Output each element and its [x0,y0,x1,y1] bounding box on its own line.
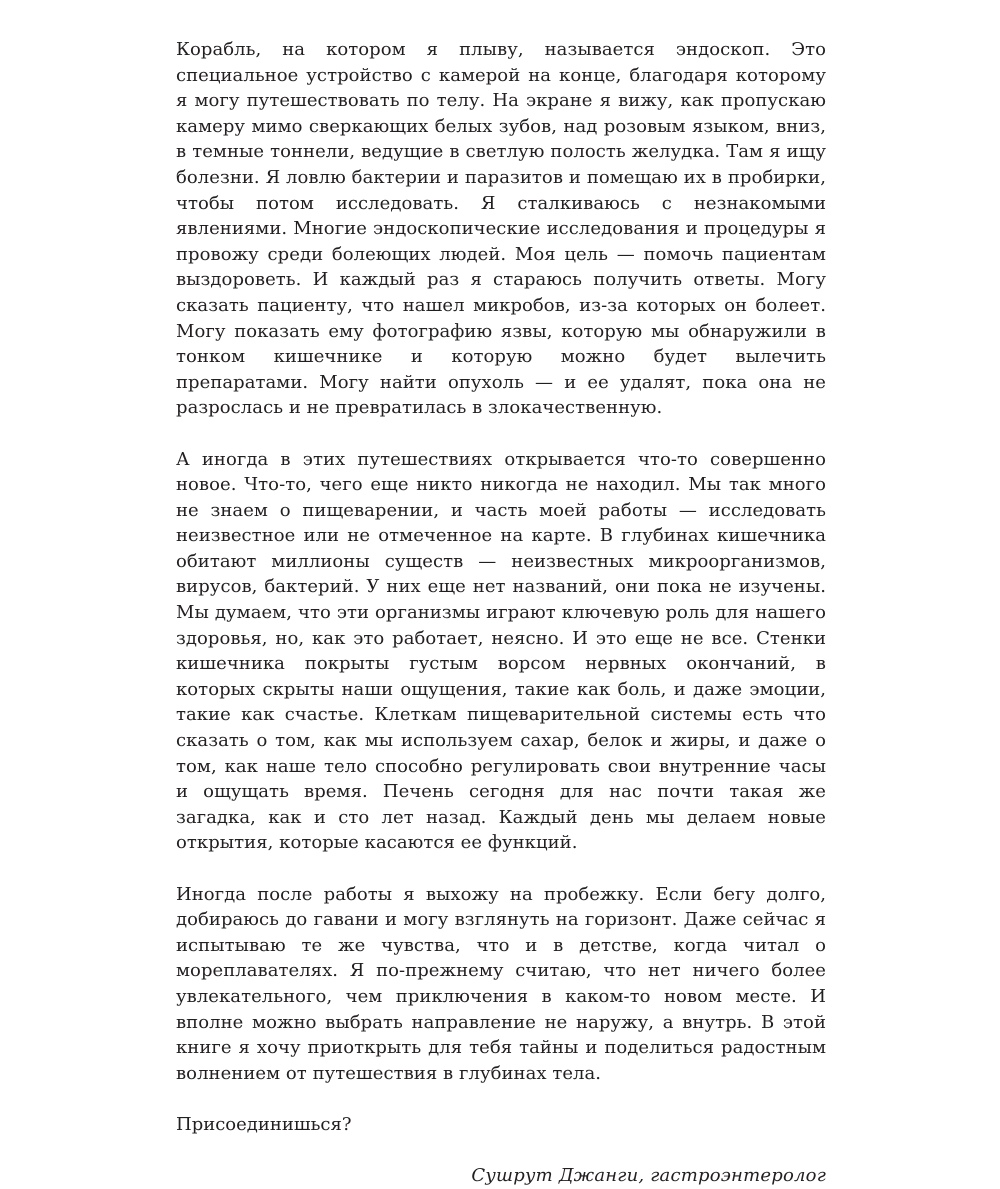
paragraph-endoscope: Корабль, на котором я плыву, называется эндоскоп. Это специальное устройство с камерой на конце, благодаря которому я могу путешествовать по телу. На экране я вижу, как пропускаю камеру мимо сверкающих белых зубов, над розовым языком, вниз, в темные тоннели, ведущие в светлую полость желудка. Там я ищу болезни. Я ловлю бактерии и паразитов и помещаю их в пробирки, чтобы потом исследовать. Я сталкиваюсь с незнакомыми явлениями. Многие эндоскопические исследования и процедуры я провожу среди болеющих людей. Моя цель — помочь пациентам выздороветь. И каждый раз я стараюсь получить ответы. Могу сказать пациенту, что нашел микробов, из-за которых он болеет. Могу показать ему фотографию язвы, которую мы обнаружили в тонком кишечнике и которую можно будет вылечить препаратами. Могу найти опухоль — и ее удалят, пока она не разрослась и не превратилась в злокачественную. [176,39,826,419]
paragraph-spacer [176,856,826,882]
page-text-block [176,37,826,1189]
paragraph-discoveries: А иногда в этих путешествиях открывается что-то совершенно новое. Что-то, чего еще никто никогда не находил. Мы так много не знаем о пищеварении, и часть моей работы — исследовать неизвестное или не отмеченное на карте. В глубинах кишечника обитают миллионы существ — неизвестных микроорганизмов, вирусов, бактерий. У них еще нет названий, они пока не изучены. Мы думаем, что эти организмы играют ключевую роль для нашего здоровья, но, как это работает, неясно. И это еще не все. Стенки кишечника покрыты густым ворсом нервных окончаний, в которых скрыты наши ощущения, такие как боль, и даже эмоции, такие как счастье. Клеткам пищеварительной системы есть что сказать о том, как мы используем сахар, белок и жиры, и даже о том, как наше тело способно регулировать свои внутренние часы и ощущать время. Печень сегодня для нас почти такая же загадка, как и сто лет назад. Каждый день мы делаем новые открытия, которые касаются ее функций. [176,448,826,854]
author-signature: Сушрут Джанги, гастроэнтеролог [471,1165,826,1187]
closing-question: Присоединишься? [176,1113,352,1135]
paragraph-spacer [176,1086,826,1112]
paragraph-running: Иногда после работы я выхожу на пробежку. Если бегу долго, добираюсь до гавани и могу взглянуть на горизонт. Даже сейчас я испытываю те же чувства, что и в детстве, когда читал о мореплавателях. Я по-прежнему считаю, что нет ничего более увлекательного, чем приключения в каком-то новом месте. И вполне можно выбрать направление не наружу, а внутрь. В этой книге я хочу приоткрыть для тебя тайны и поделиться радостным волнением от путешествия в глубинах тела. [176,883,826,1084]
paragraph-spacer [176,1138,826,1164]
paragraph-spacer [176,421,826,447]
